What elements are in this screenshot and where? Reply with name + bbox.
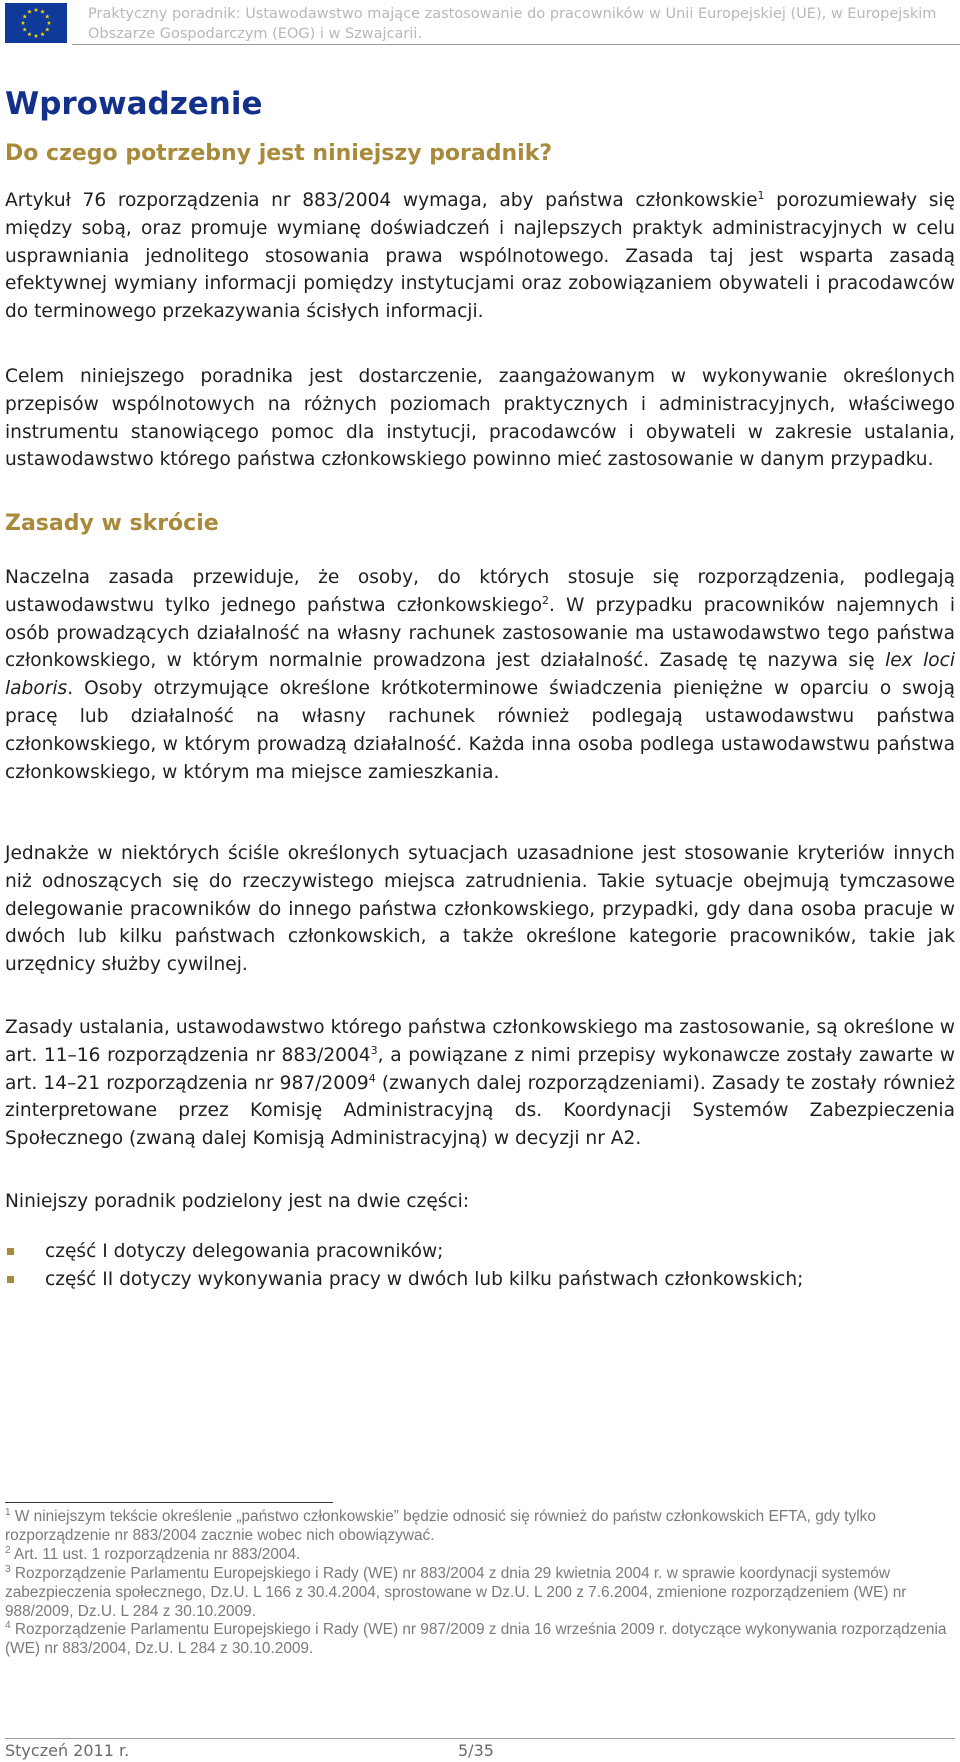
footnote-ref: 3	[370, 1043, 378, 1057]
square-bullet-icon	[7, 1276, 14, 1283]
section-title: Wprowadzenie	[5, 86, 263, 122]
paragraph-6: Niniejszy poradnik podzielony jest na dwie części:	[5, 1191, 470, 1212]
eu-star-icon	[45, 27, 50, 31]
footnote-2: $^2$ Art. 11 ust. 1 rozporządzenia nr 883/2004.	[5, 1544, 301, 1563]
list-item: część I dotyczy delegowania pracowników;	[5, 1238, 955, 1266]
footnote-3: $^3$ Rozporządzenie Parlamentu Europejskiego i Rady (WE) nr 883/2004 z dnia 29 kwietnia 2004 r. w sprawie koordynacji systemów zabezpieczenia społecznego, Dz.U. L 166 z 30.4.2004, sprostowane w Dz.U. L 200 z 7.6.2004, zmienione rozporządzeniem (WE) nr 988/2009, Dz.U. L 284 z 30.10.2009.	[5, 1563, 907, 1620]
page-number: 5/35	[458, 1741, 494, 1760]
eu-star-icon	[22, 27, 27, 31]
square-bullet-icon	[7, 1248, 14, 1255]
eu-star-icon	[47, 21, 52, 25]
footnote-1: $^1$ W niniejszym tekście określenie „państwo członkowskie” będzie odnosić się również do państw członkowskich EFTA, gdy tylko rozporządzenie nr 883/2004 zacznie wobec nich obowiązywać.	[5, 1506, 876, 1544]
eu-star-icon	[45, 14, 50, 18]
footnote-ref: 1	[757, 188, 765, 202]
footnote-ref: 2	[542, 593, 550, 607]
eu-star-icon	[22, 14, 27, 18]
paragraph-1: Artykuł 76 rozporządzenia nr 883/2004 wymaga, aby państwa członkowskie$^1$ porozumiewały się między sobą, oraz promuje wymianę doświadczeń i najlepszych praktyk administracyjnych w celu usprawniania jednolitego stosowania prawa wspólnotowego. Zasada taj jest wsparta zasadą efektywnej wymiany informacji pomiędzy instytucjami oraz zobowiązaniem obywateli i pracodawców do terminowego przekazywania ścisłych informacji.	[5, 188, 955, 323]
footnote-ref: 4	[368, 1071, 376, 1085]
footnote-divider	[5, 1502, 333, 1503]
eu-star-icon	[34, 34, 39, 38]
eu-flag-logo	[5, 3, 67, 43]
list-item: część II dotyczy wykonywania pracy w dwóch lub kilku państwach członkowskich;	[5, 1266, 955, 1294]
footnotes	[5, 1508, 955, 1659]
paragraph-5: Zasady ustalania, ustawodawstwo którego państwa członkowskiego ma zastosowanie, są określone w art. 11–16 rozporządzenia nr 883/2004$^3$, a powiązane z nimi przepisy wykonawcze zostały zawarte w art. 14–21 rozporządzenia nr 987/2009$^4$ (zwanych dalej rozporządzeniami). Zasady te zostały również zinterpretowane przez Komisję Administracyjną ds. Koordynacji Systemów Zabezpieczenia Społecznego (zwaną dalej Komisją Administracyjną) w decyzji nr A2.	[5, 1017, 955, 1150]
parts-list	[5, 1238, 955, 1294]
eu-star-icon	[27, 32, 32, 36]
subsection-title-purpose: Do czego potrzebny jest niniejszy poradnik?	[5, 141, 553, 166]
eu-star-icon	[21, 21, 26, 25]
document-header-title: Praktyczny poradnik: Ustawodawstwo mające zastosowanie do pracowników w Unii Europejskiej (UE), w Europejskim Obszarze Gospodarczym (EOG) i w Szwajcarii.	[88, 6, 937, 42]
footnote-4: $^4$ Rozporządzenie Parlamentu Europejskiego i Rady (WE) nr 987/2009 z dnia 16 września 2009 r. dotyczące wykonywania rozporządzenia (WE) nr 883/2004, Dz.U. L 284 z 30.10.2009.	[5, 1620, 947, 1658]
footer-date: Styczeń 2011 r.	[5, 1741, 130, 1760]
header-divider	[72, 44, 960, 45]
subsection-title-principles: Zasady w skrócie	[5, 511, 219, 536]
eu-star-icon	[27, 9, 32, 13]
eu-star-icon	[40, 32, 45, 36]
paragraph-2: Celem niniejszego poradnika jest dostarczenie, zaangażowanym w wykonywanie określonych przepisów wspólnotowych na różnych poziomach praktycznych i administracyjnych, właściwego instrumentu stanowiącego pomoc dla instytucji, pracodawców i obywateli w zakresie ustalania, ustawodawstwo którego państwa członkowskiego powinno mieć zastosowanie w danym przypadku.	[5, 366, 955, 471]
eu-stars-icon	[5, 3, 67, 43]
footer-divider	[5, 1738, 955, 1739]
eu-star-icon	[40, 9, 45, 13]
paragraph-3: Naczelna zasada przewiduje, że osoby, do których stosuje się rozporządzenia, podlegają ustawodawstwu tylko jednego państwa członkowskiego$^2$. W przypadku pracowników najemnych i osób prowadzących działalność na własny rachunek zastosowanie ma ustawodawstwo tego państwa członkowskiego, w którym normalnie prowadzona jest działalność. Zasadę tę nazywa się lex loci laboris. Osoby otrzymujące określone krótkoterminowe świadczenia pieniężne w oparciu o swoją pracę lub działalność na własny rachunek również podlegają ustawodawstwu państwa członkowskiego, w którym prowadzą działalność. Każda inna osoba podlega ustawodawstwu państwa członkowskiego, w którym ma miejsce zamieszkania.	[5, 567, 956, 783]
paragraph-4: Jednakże w niektórych ściśle określonych sytuacjach uzasadnione jest stosowanie kryteriów innych niż odnoszących się do rzeczywistego miejsca zatrudnienia. Takie sytuacje obejmują tymczasowe delegowanie pracowników do innego państwa członkowskiego, przypadki, gdy dana osoba pracuje w dwóch lub kilku państwach członkowskich, a także określone kategorie pracowników, takie jak urzędnicy służby cywilnej.	[5, 843, 955, 976]
eu-star-icon	[34, 8, 39, 12]
